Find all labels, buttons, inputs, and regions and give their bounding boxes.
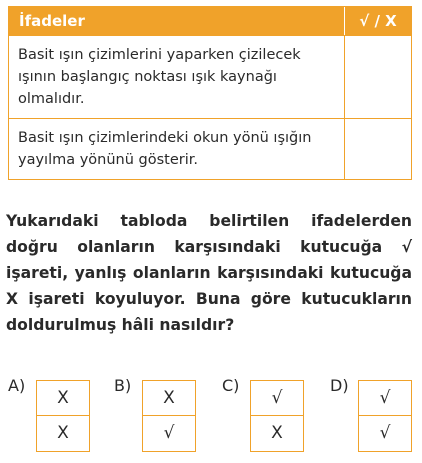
table-header-mark: √ / X bbox=[344, 7, 411, 35]
statement-1-text: Basit ışın çizimlerini yaparken çizilecek ışının başlangıç noktası ışık kaynağı olmalıdır. bbox=[18, 47, 301, 107]
table-header-statements: İfadeler bbox=[19, 12, 85, 30]
option-d-bottom-mark: √ bbox=[359, 415, 411, 450]
option-a[interactable] bbox=[8, 376, 98, 456]
option-a-label: A) bbox=[8, 376, 26, 395]
option-a-box bbox=[36, 380, 90, 452]
option-a-top-mark: X bbox=[57, 388, 69, 408]
option-c-bottom-mark: X bbox=[251, 415, 303, 450]
option-b[interactable] bbox=[114, 376, 204, 456]
option-d-top-mark: √ bbox=[379, 388, 391, 408]
option-c-box bbox=[250, 380, 304, 452]
table-row bbox=[9, 35, 411, 118]
option-d-label: D) bbox=[330, 376, 349, 395]
statement-2-text: Basit ışın çizimlerindeki okun yönü ışığın yayılma yönünü gösterir. bbox=[18, 130, 312, 168]
statement-1-mark-box bbox=[344, 36, 411, 118]
option-d-box bbox=[358, 380, 412, 452]
option-b-bottom-mark: √ bbox=[143, 415, 195, 450]
table-row bbox=[9, 118, 411, 179]
option-c[interactable] bbox=[222, 376, 312, 456]
option-c-label: C) bbox=[222, 376, 240, 395]
option-a-bottom-mark: X bbox=[37, 415, 89, 450]
option-d[interactable] bbox=[330, 376, 420, 456]
question-text: Yukarıdaki tabloda belirtilen ifadelerden doğru olanların karşısındaki kutucuğa √ işareti, yanlış olanların karşısındaki kutucuğa X işareti koyuluyor. Buna göre kutucukların doldurulmuş hâli nasıldır? bbox=[6, 212, 412, 334]
option-c-top-mark: √ bbox=[271, 388, 283, 408]
statement-2-mark-box bbox=[344, 119, 411, 179]
statements-table bbox=[8, 6, 412, 180]
option-b-top-mark: X bbox=[163, 388, 175, 408]
table-header bbox=[9, 7, 411, 35]
option-b-label: B) bbox=[114, 376, 132, 395]
answer-options bbox=[8, 376, 412, 456]
option-b-box bbox=[142, 380, 196, 452]
